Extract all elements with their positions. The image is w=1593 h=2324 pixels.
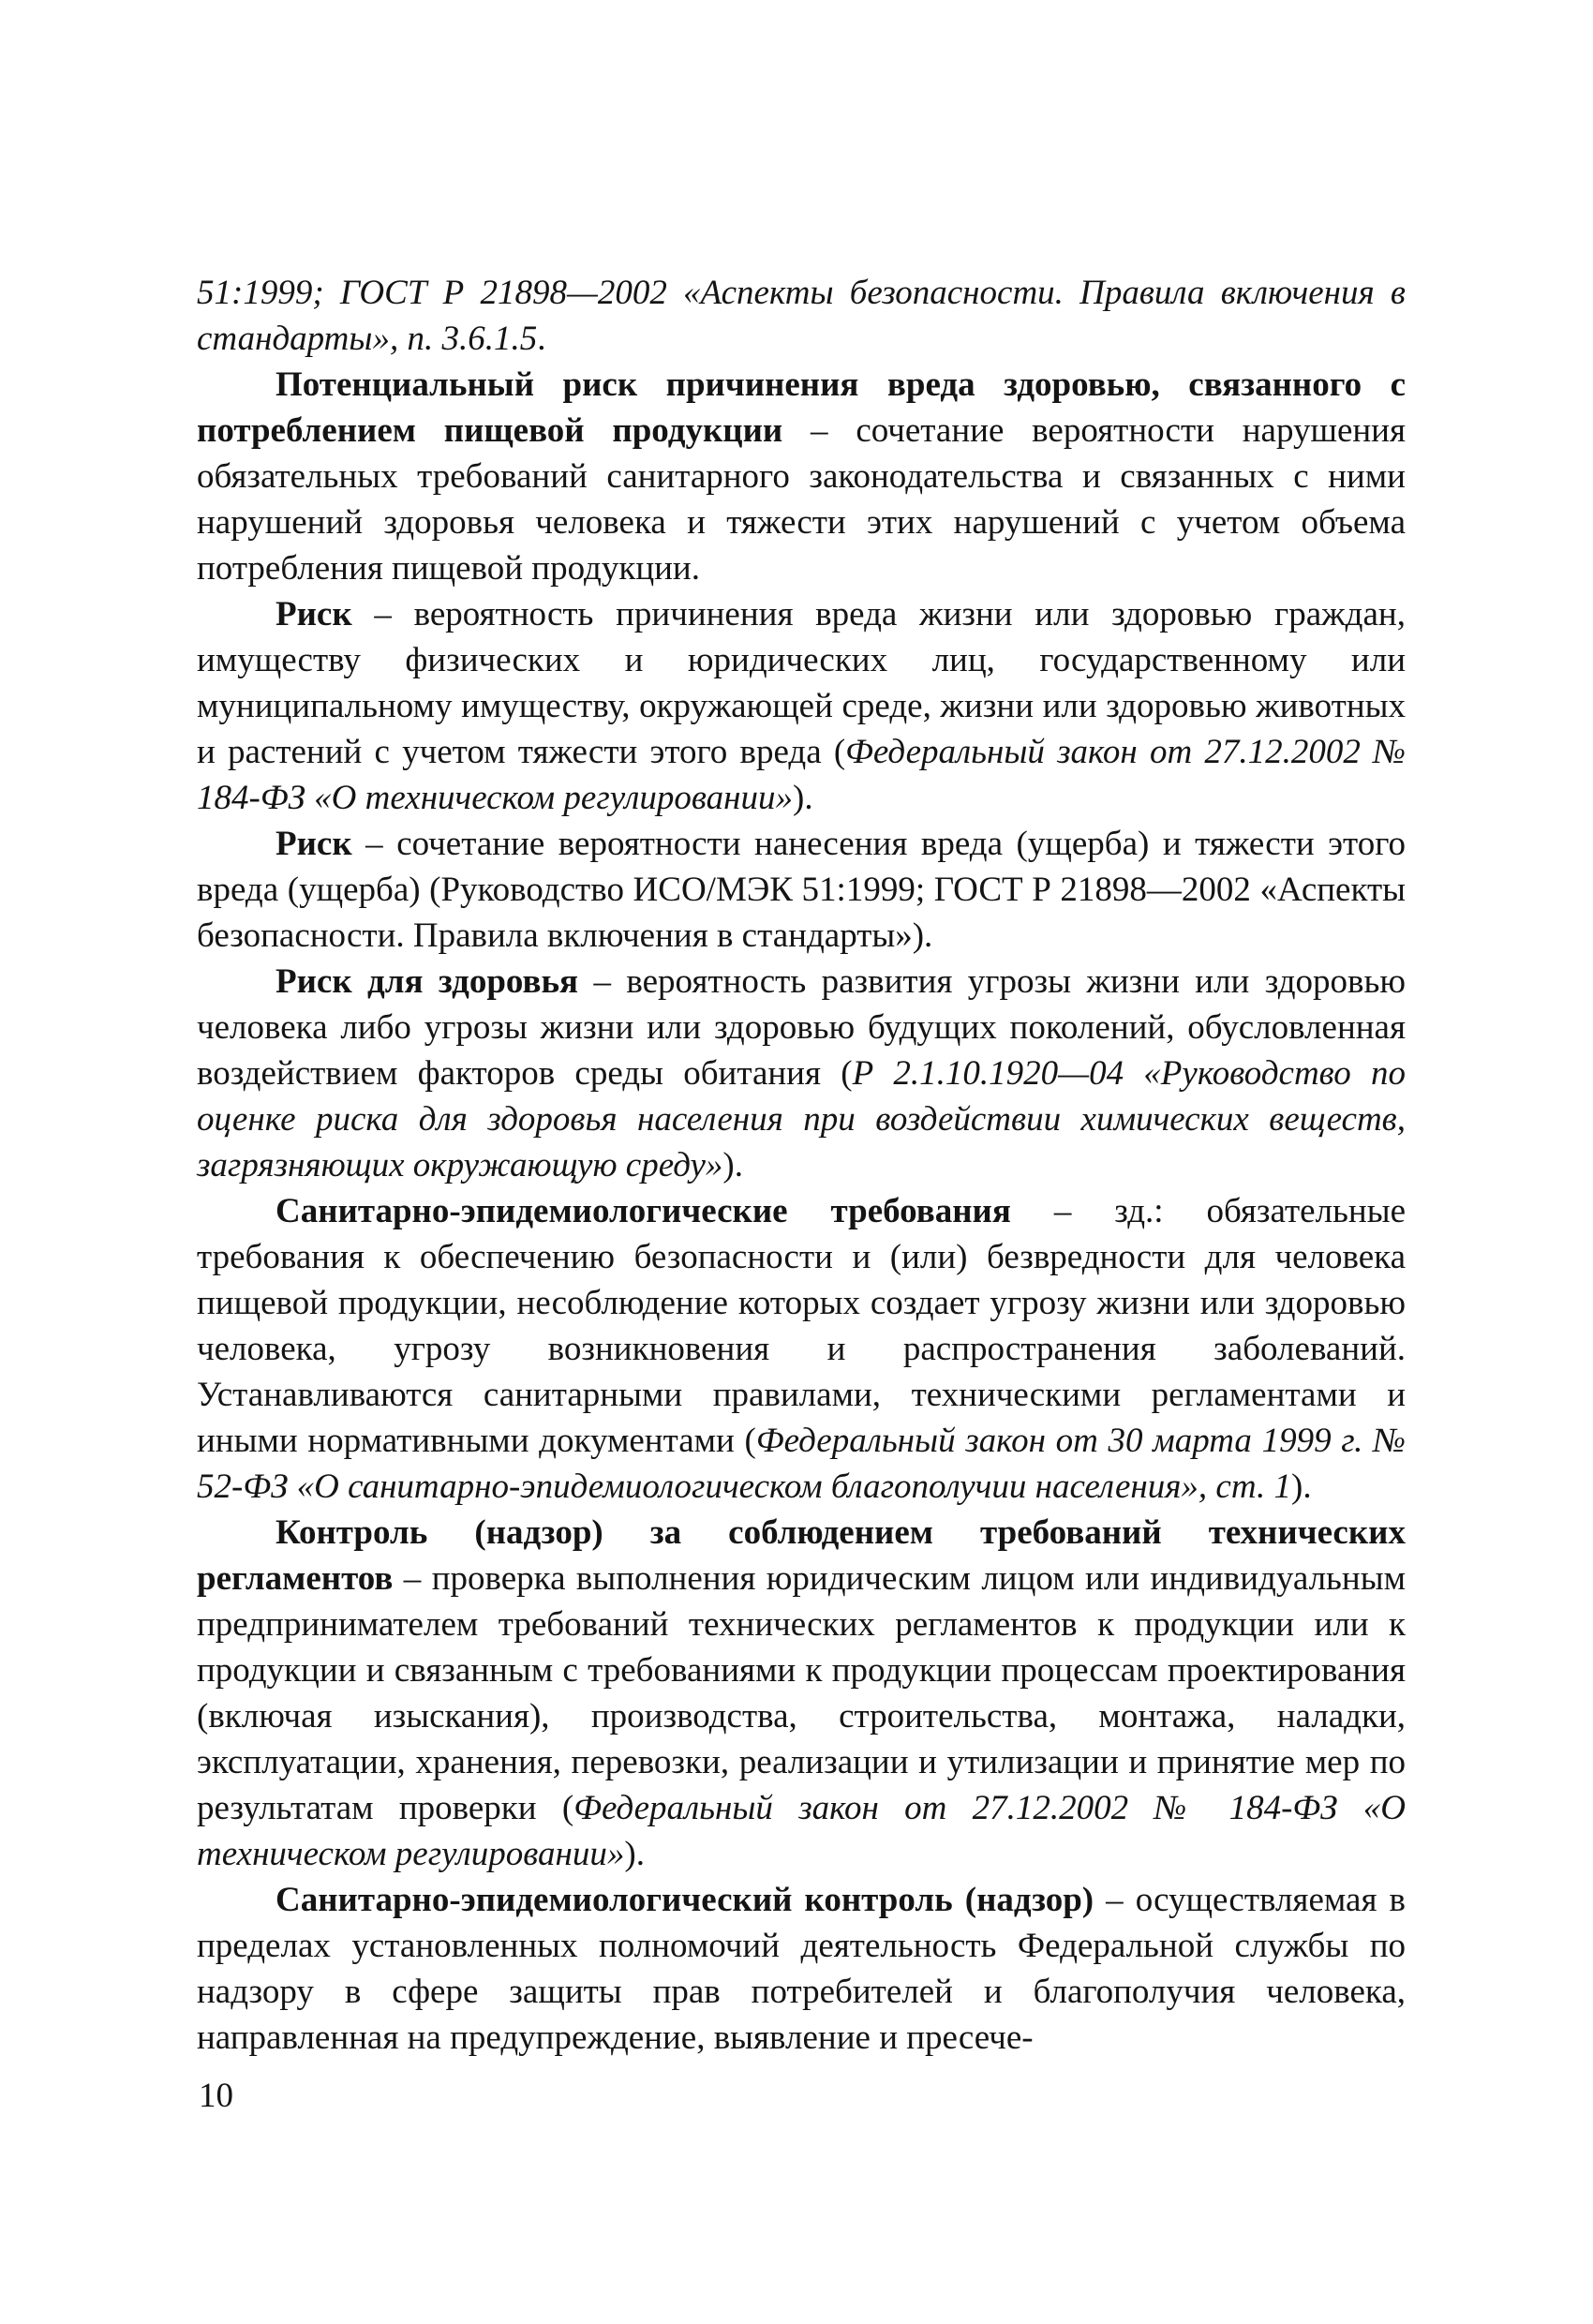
citation: Р 2.1.10.1920—04 «Руководство по оценке риска для здоровья населения при воздействии химических веществ, загрязняющих окружающую среду» [197,1054,1406,1184]
definition-text: – сочетание вероятности нанесения вреда (ущерба) и тяжести этого вреда (ущерба) (Руководство ИСО/МЭК 51:1999; ГОСТ Р 21898—2002 «Аспекты безопасности. Правила включения в стандарты»). [197,825,1406,955]
definition-text: – сочетание вероятности нарушения обязательных требований санитарного законодательства и связанных с ними нарушений здоровья человека и тяжести этих нарушений с учетом объема потребления пищевой продукции. [197,411,1406,588]
paragraph-tail: ). [793,779,813,817]
term-heading: Санитарно-эпидемиологические требования [275,1192,1011,1230]
definition-text: – проверка выполнения юридическим лицом или индивидуальным предпринимателем требований технических регламентов к продукции или к продукции и связанным с требованиями к продукции процессам проектирования (включая изыскания), производства, строительства, монтажа, наладки, эксплуатации, хранения, перевозки, реализации и утилизации и принятие мер по результатам проверки ( [197,1559,1406,1827]
paragraph-tail: ). [624,1835,645,1873]
paragraph-tail: . [537,320,546,358]
term-heading: Риск для здоровья [275,962,579,1001]
term-heading: Риск [275,825,352,863]
definition-text: – вероятность развития угрозы жизни или здоровью человека либо угрозы жизни или здоровью будущих поколений, обусловленная воздействием факторов среды обитания ( [197,962,1407,1093]
definition-text: – зд.: обязательные требования к обеспечению безопасности и (или) безвредности для человека пищевой продукции, несоблюдение которых создает угрозу жизни или здоровью человека, угрозу возникновения и распространения заболеваний. Устанавливаются санитарными правилами, техническими регламентами и иными нормативными документами ( [197,1192,1406,1460]
paragraph-sanitary-control [197,1877,1406,2061]
paragraph-health-risk [197,959,1406,1188]
term-heading: Санитарно-эпидемиологический контроль (надзор) [275,1881,1094,1919]
citation: Федеральный закон от 30 марта 1999 г. № 52-ФЗ «О санитарно-эпидемиологическом благополучии населения», ст. 1 [197,1422,1406,1506]
paragraph-tail: ). [722,1146,743,1184]
term-heading: Потенциальный риск причинения вреда здоровью, связанного с потреблением пищевой продукции [197,365,1406,450]
term-heading: Риск [275,595,352,633]
citation: Федеральный закон от 27.12.2002 № 184-ФЗ «О техническом регулировании» [197,1789,1406,1873]
definition-text: – вероятность причинения вреда жизни или здоровью граждан, имуществу физических и юридических лиц, государственному или муниципальному имуществу, окружающей среде, жизни или здоровью животных и растений с учетом тяжести этого вреда ( [197,595,1406,771]
page-body [197,270,1406,2061]
paragraph-potential-risk [197,362,1406,591]
paragraph-sanitary-requirements [197,1188,1406,1510]
page-number: 10 [199,2077,233,2115]
paragraph-tail: ). [1291,1467,1312,1506]
paragraph-risk-1 [197,591,1406,821]
citation: 51:1999; ГОСТ Р 21898—2002 «Аспекты безопасности. Правила включения в стандарты», п. 3.6.1.5 [197,274,1406,358]
citation: Федеральный закон от 27.12.2002 № 184-ФЗ «О техническом регулировании» [197,733,1406,817]
paragraph-continuation [197,270,1406,362]
paragraph-risk-2 [197,821,1406,959]
term-heading: Контроль (надзор) за соблюдением требований технических регламентов [197,1513,1406,1598]
definition-text: – осуществляемая в пределах установленных полномочий деятельность Федеральной службы по надзору в сфере защиты прав потребителей и благополучия человека, направленная на предупреждение, выявление и пресече- [197,1881,1406,2057]
paragraph-control-tech-regs [197,1510,1406,1877]
